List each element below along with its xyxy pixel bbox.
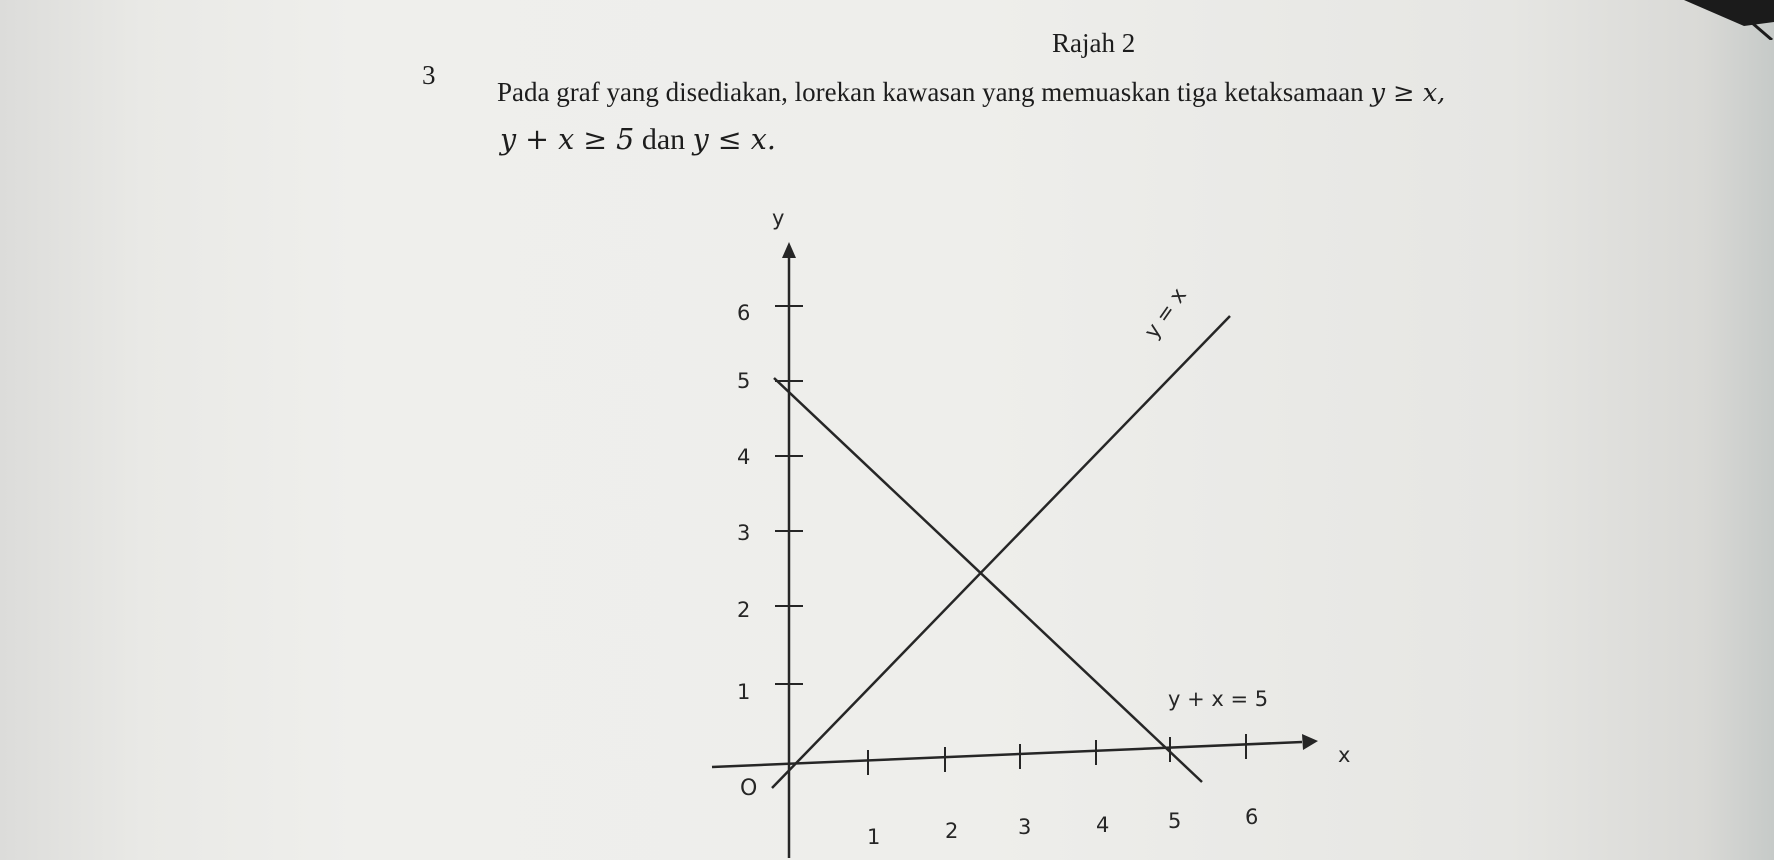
y-axis-arrow-icon bbox=[782, 242, 796, 258]
y-tick-label-3: 3 bbox=[737, 521, 751, 545]
inequality-2: y + x ≥ 5 bbox=[500, 123, 635, 156]
x-tick-label-3: 3 bbox=[1018, 815, 1032, 839]
line-y-equals-x bbox=[772, 316, 1230, 788]
x-tick-label-6: 6 bbox=[1245, 805, 1259, 829]
question-instruction: Pada graf yang disediakan, lorekan kawasan yang memuaskan tiga ketaksamaan bbox=[497, 77, 1371, 107]
x-axis bbox=[712, 742, 1302, 767]
x-tick-label-1: 1 bbox=[867, 825, 881, 849]
inequality-3: y ≤ x. bbox=[692, 123, 776, 156]
figure-title: Rajah 2 bbox=[1052, 28, 1136, 58]
x-axis-arrow-icon bbox=[1302, 734, 1318, 750]
x-tick-label-5: 5 bbox=[1168, 809, 1182, 833]
y-axis-label: y bbox=[772, 206, 785, 230]
y-tick-label-4: 4 bbox=[737, 445, 751, 469]
inequality-1: y ≥ x, bbox=[1370, 78, 1446, 108]
x-tick-label-4: 4 bbox=[1096, 813, 1110, 837]
y-tick-label-2: 2 bbox=[737, 598, 751, 622]
y-tick-label-1: 1 bbox=[737, 680, 751, 704]
origin-label: O bbox=[740, 776, 758, 801]
x-axis-label: x bbox=[1338, 743, 1351, 767]
question-joiner: dan bbox=[634, 123, 693, 156]
x-tick-label-2: 2 bbox=[945, 819, 959, 843]
question-number: 3 bbox=[422, 60, 436, 90]
y-tick-label-5: 5 bbox=[737, 369, 751, 393]
y-tick-label-6: 6 bbox=[737, 301, 751, 325]
label-y-equals-x: y = x bbox=[1139, 283, 1192, 343]
label-y-plus-x-equals-5: y + x = 5 bbox=[1168, 687, 1269, 711]
